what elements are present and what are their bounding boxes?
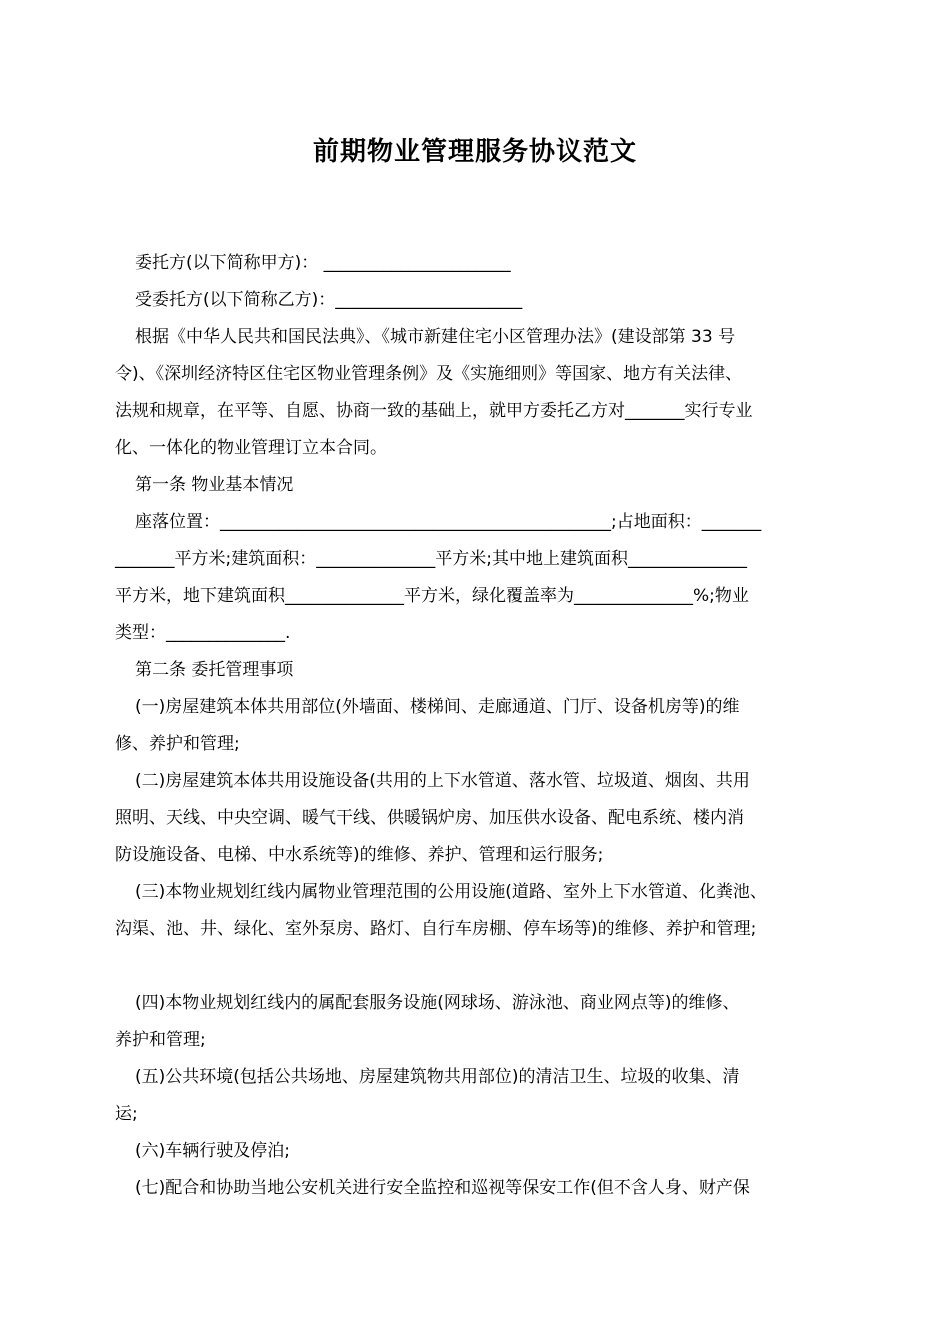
item-4-line: (四)本物业规划红线内的属配套服务设施(网球场、游泳池、商业网点等)的维修、 (135, 993, 740, 1013)
article-1-line: 座落位置：______________________________________________;占地面积：_______ (135, 512, 762, 532)
item-2-line: (二)房屋建筑本体共用设施设备(共用的上下水管道、落水管、垃圾道、烟囱、共用 (135, 771, 750, 791)
item-1-line: (一)房屋建筑本体共用部位(外墙面、楼梯间、走廊通道、门厅、设备机房等)的维 (135, 697, 740, 717)
preamble-line: 化、一体化的物业管理订立本合同。 (115, 438, 387, 458)
item-2-line: 防设施设备、电梯、中水系统等)的维修、养护、管理和运行服务; (115, 845, 604, 865)
article-1-line: _______平方米;建筑面积：______________平方米;其中地上建筑面积______________ (115, 549, 747, 569)
article-1-heading: 第一条 物业基本情况 (135, 475, 294, 495)
item-5-line: (五)公共环境(包括公共场地、房屋建筑物共用部位)的清洁卫生、垃圾的收集、清 (135, 1067, 740, 1087)
item-6-line: (六)车辆行驶及停泊; (135, 1141, 290, 1161)
item-4-line: 养护和管理; (115, 1030, 206, 1050)
article-2-heading: 第二条 委托管理事项 (135, 660, 294, 680)
preamble-line: 根据《中华人民共和国民法典》、《城市新建住宅小区管理办法》(建设部第 33 号 (135, 327, 736, 347)
article-1-line: 类型：______________. (115, 623, 291, 643)
preamble-line: 令)、《深圳经济特区住宅区物业管理条例》及《实施细则》等国家、地方有关法律、 (115, 364, 743, 384)
paragraph-gap (115, 948, 855, 985)
party-a-line: 委托方(以下简称甲方)： ______________________ (135, 253, 511, 273)
item-7-line: (七)配合和协助当地公安机关进行安全监控和巡视等保安工作(但不含人身、财产保 (135, 1178, 750, 1198)
item-2-line: 照明、天线、中央空调、暖气干线、供暖锅炉房、加压供水设备、配电系统、楼内消 (115, 808, 744, 828)
item-3-line: (三)本物业规划红线内属物业管理范围的公用设施(道路、室外上下水管道、化粪池、 (135, 882, 767, 902)
article-1-line: 平方米，地下建筑面积______________平方米，绿化覆盖率为______________%;物业 (115, 586, 749, 606)
item-1-line: 修、养护和管理; (115, 734, 240, 754)
document-body (115, 245, 855, 1207)
party-b-line: 受委托方(以下简称乙方)：______________________ (135, 290, 523, 310)
item-5-line: 运; (115, 1104, 138, 1124)
item-3-line: 沟渠、池、井、绿化、室外泵房、路灯、自行车房棚、停车场等)的维修、养护和管理; (115, 919, 757, 939)
preamble-line: 法规和规章，在平等、自愿、协商一致的基础上，就甲方委托乙方对_______实行专业 (115, 401, 753, 421)
document-title: 前期物业管理服务协议范文 (312, 137, 637, 167)
